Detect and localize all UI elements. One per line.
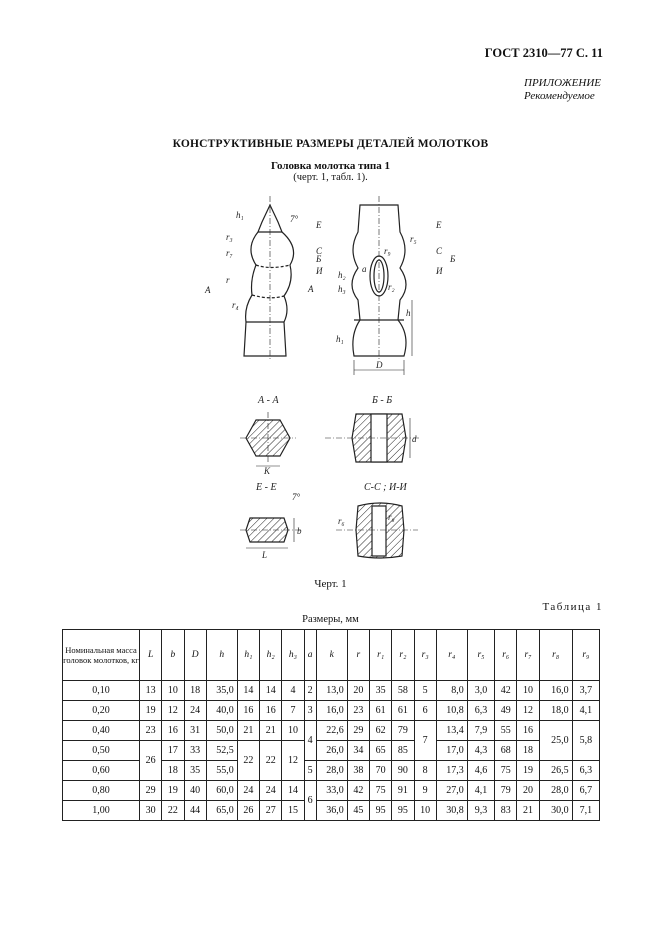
cell-b: 18 bbox=[162, 761, 184, 781]
cell-r7: 10 bbox=[517, 681, 539, 701]
header-mass: Номинальная масса головок молотков, кг bbox=[63, 630, 140, 681]
cell-h3: 7 bbox=[282, 701, 304, 721]
cell-h3: 4 bbox=[282, 681, 304, 701]
label-d: D bbox=[376, 360, 383, 370]
cell-r1: 75 bbox=[370, 781, 392, 801]
cell-r: 38 bbox=[347, 761, 369, 781]
cell-r8: 30,0 bbox=[539, 801, 572, 821]
cell-r1: 65 bbox=[370, 741, 392, 761]
header-b: b bbox=[162, 630, 184, 681]
cell-k: 22,6 bbox=[316, 721, 347, 741]
cell-h1: 16 bbox=[237, 701, 259, 721]
drawing-reference: (черт. 1, табл. 1). bbox=[293, 172, 368, 183]
cell-h: 50,0 bbox=[206, 721, 237, 741]
label-c-left: C bbox=[316, 246, 323, 256]
label-r2: r₂ bbox=[388, 282, 395, 292]
cell-r7: 18 bbox=[517, 741, 539, 761]
cell-r8: 26,5 bbox=[539, 761, 572, 781]
table-row bbox=[63, 681, 600, 701]
header-r5: r₅ bbox=[467, 630, 494, 681]
table-row bbox=[63, 721, 600, 741]
cell-r9: 7,1 bbox=[572, 801, 599, 821]
label-a-right: A bbox=[308, 284, 314, 294]
cell-k: 36,0 bbox=[316, 801, 347, 821]
cell-a: 5 bbox=[304, 761, 316, 781]
section-ee-title: Е - Е bbox=[256, 482, 277, 493]
section-cc-dim-r8: r₈ bbox=[388, 512, 395, 522]
cell-r4: 13,4 bbox=[436, 721, 467, 741]
cell-r5: 6,3 bbox=[467, 701, 494, 721]
standard-header: ГОСТ 2310—77 С. 11 bbox=[484, 46, 603, 60]
cell-h1: 24 bbox=[237, 781, 259, 801]
side-view bbox=[244, 196, 294, 360]
cell-r6: 68 bbox=[495, 741, 517, 761]
cell-a: 3 bbox=[304, 701, 316, 721]
cell-r4: 17,0 bbox=[436, 741, 467, 761]
cell-r3: 9 bbox=[414, 781, 436, 801]
cell-h2: 16 bbox=[260, 701, 282, 721]
header-r6: r₆ bbox=[495, 630, 517, 681]
label-r7: r₇ bbox=[226, 248, 233, 258]
label-r: r bbox=[226, 275, 230, 285]
header-r3: r₃ bbox=[414, 630, 436, 681]
cell-h2-merged: 22 bbox=[260, 741, 282, 781]
cell-r: 23 bbox=[347, 701, 369, 721]
header-k: k bbox=[316, 630, 347, 681]
label-r4: r₄ bbox=[232, 300, 239, 310]
header-r4: r₄ bbox=[436, 630, 467, 681]
cell-r7: 21 bbox=[517, 801, 539, 821]
dimensions-table bbox=[62, 629, 600, 821]
cell-r6: 42 bbox=[495, 681, 517, 701]
cell-r7: 19 bbox=[517, 761, 539, 781]
label-r9: r₉ bbox=[384, 246, 391, 256]
cell-mass: 0,50 bbox=[63, 741, 140, 761]
label-h2: h₂ bbox=[338, 270, 346, 280]
cell-r4: 10,8 bbox=[436, 701, 467, 721]
cell-d: 40 bbox=[184, 781, 206, 801]
header-r2: r₂ bbox=[392, 630, 414, 681]
cell-h2: 21 bbox=[260, 721, 282, 741]
cell-h: 52,5 bbox=[206, 741, 237, 761]
cell-k: 33,0 bbox=[316, 781, 347, 801]
cell-mass: 1,00 bbox=[63, 801, 140, 821]
cell-mass: 0,10 bbox=[63, 681, 140, 701]
cell-r2: 95 bbox=[392, 801, 414, 821]
cell-b: 16 bbox=[162, 721, 184, 741]
cell-k: 16,0 bbox=[316, 701, 347, 721]
cell-r6: 83 bbox=[495, 801, 517, 821]
side-view-labels bbox=[204, 210, 314, 310]
cell-l: 30 bbox=[140, 801, 162, 821]
header-h1: h₁ bbox=[237, 630, 259, 681]
cell-r4: 8,0 bbox=[436, 681, 467, 701]
cell-r3: 6 bbox=[414, 701, 436, 721]
cell-mass: 0,40 bbox=[63, 721, 140, 741]
cell-r8: 28,0 bbox=[539, 781, 572, 801]
header-r: r bbox=[347, 630, 369, 681]
table-header-row bbox=[63, 630, 600, 681]
cell-d: 24 bbox=[184, 701, 206, 721]
table-label: Таблица 1 bbox=[542, 601, 603, 613]
cell-r3-merged: 7 bbox=[414, 721, 436, 761]
cell-k: 28,0 bbox=[316, 761, 347, 781]
section-aa-title: А - А bbox=[258, 395, 279, 406]
section-cc bbox=[336, 503, 418, 558]
header-h3: h₃ bbox=[282, 630, 304, 681]
cell-h: 35,0 bbox=[206, 681, 237, 701]
cell-r: 42 bbox=[347, 781, 369, 801]
label-a-dim: a bbox=[362, 264, 367, 274]
cell-r5: 4,3 bbox=[467, 741, 494, 761]
cell-r6: 55 bbox=[495, 721, 517, 741]
label-i-right: И bbox=[436, 266, 443, 276]
cell-r1: 62 bbox=[370, 721, 392, 741]
cell-r: 29 bbox=[347, 721, 369, 741]
cell-r3: 5 bbox=[414, 681, 436, 701]
cell-h3-merged: 12 bbox=[282, 741, 304, 781]
label-c-right: C bbox=[436, 246, 443, 256]
cell-h: 65,0 bbox=[206, 801, 237, 821]
cell-h1: 26 bbox=[237, 801, 259, 821]
cell-h2: 14 bbox=[260, 681, 282, 701]
cell-h3: 14 bbox=[282, 781, 304, 801]
cell-d: 18 bbox=[184, 681, 206, 701]
cell-h3: 15 bbox=[282, 801, 304, 821]
cell-b: 12 bbox=[162, 701, 184, 721]
cell-mass: 0,60 bbox=[63, 761, 140, 781]
cell-r9: 6,3 bbox=[572, 761, 599, 781]
cell-r9: 4,1 bbox=[572, 701, 599, 721]
appendix-type: Рекомендуемое bbox=[524, 90, 595, 102]
cell-h: 55,0 bbox=[206, 761, 237, 781]
section-cc-dim-r6: r₆ bbox=[338, 516, 345, 526]
cell-h: 60,0 bbox=[206, 781, 237, 801]
section-bb-dim-d: d bbox=[412, 434, 417, 444]
section-aa-dim-k: K bbox=[264, 466, 271, 476]
cell-r9: 6,7 bbox=[572, 781, 599, 801]
section-ee-dim-b: b bbox=[297, 526, 302, 536]
drawing-subtitle: Головка молотка типа 1 bbox=[270, 160, 391, 172]
cell-r1: 35 bbox=[370, 681, 392, 701]
cell-r9: 3,7 bbox=[572, 681, 599, 701]
cell-r9-merged: 5,8 bbox=[572, 721, 599, 761]
section-ee-angle: 7° bbox=[292, 492, 301, 502]
cell-a: 2 bbox=[304, 681, 316, 701]
section-cc-title: С-С ; И-И bbox=[364, 482, 407, 493]
cell-r2: 85 bbox=[392, 741, 414, 761]
cell-l: 29 bbox=[140, 781, 162, 801]
cell-b: 17 bbox=[162, 741, 184, 761]
cell-r6: 79 bbox=[495, 781, 517, 801]
cell-r8-merged: 25,0 bbox=[539, 721, 572, 761]
label-i-left: И bbox=[316, 266, 323, 276]
cell-r5: 9,3 bbox=[467, 801, 494, 821]
page-title: КОНСТРУКТИВНЫЕ РАЗМЕРЫ ДЕТАЛЕЙ МОЛОТКОВ bbox=[172, 138, 489, 150]
figure-caption: Черт. 1 bbox=[314, 578, 347, 590]
cell-r4: 27,0 bbox=[436, 781, 467, 801]
cell-r7: 16 bbox=[517, 721, 539, 741]
cell-d: 35 bbox=[184, 761, 206, 781]
header-r9: r₉ bbox=[572, 630, 599, 681]
label-r5: r₅ bbox=[410, 234, 417, 244]
cell-b: 10 bbox=[162, 681, 184, 701]
cell-r6: 49 bbox=[495, 701, 517, 721]
cell-l-merged: 26 bbox=[140, 741, 162, 781]
label-b-right: Б bbox=[450, 254, 456, 264]
table-row bbox=[63, 781, 600, 801]
cell-r2: 61 bbox=[392, 701, 414, 721]
label-b-left: Б bbox=[316, 254, 322, 264]
cell-h: 40,0 bbox=[206, 701, 237, 721]
cell-h1: 14 bbox=[237, 681, 259, 701]
header-r1: r₁ bbox=[370, 630, 392, 681]
cell-a-merged: 6 bbox=[304, 781, 316, 821]
cell-r2: 90 bbox=[392, 761, 414, 781]
cell-h1: 21 bbox=[237, 721, 259, 741]
label-h1-top: h₁ bbox=[236, 210, 244, 220]
cell-a-merged: 4 bbox=[304, 721, 316, 761]
section-aa bbox=[240, 412, 296, 466]
header-h2: h₂ bbox=[260, 630, 282, 681]
section-ee bbox=[240, 518, 300, 548]
cell-r1: 95 bbox=[370, 801, 392, 821]
section-bb bbox=[325, 414, 420, 462]
label-angle-top: 7° bbox=[290, 214, 299, 224]
cell-r8: 16,0 bbox=[539, 681, 572, 701]
cell-l: 19 bbox=[140, 701, 162, 721]
cell-r8: 18,0 bbox=[539, 701, 572, 721]
label-e-right: E bbox=[436, 220, 442, 230]
table-units: Размеры, мм bbox=[302, 614, 359, 625]
cell-r5: 4,1 bbox=[467, 781, 494, 801]
header-r8: r₈ bbox=[539, 630, 572, 681]
label-h: h bbox=[406, 308, 411, 318]
cell-b: 19 bbox=[162, 781, 184, 801]
cell-d: 31 bbox=[184, 721, 206, 741]
table-row bbox=[63, 801, 600, 821]
header-r7: r₇ bbox=[517, 630, 539, 681]
front-view bbox=[352, 196, 412, 375]
cell-r4: 30,8 bbox=[436, 801, 467, 821]
cell-r7: 12 bbox=[517, 701, 539, 721]
cell-r2: 79 bbox=[392, 721, 414, 741]
cell-k: 13,0 bbox=[316, 681, 347, 701]
front-view-labels bbox=[315, 220, 456, 370]
cell-mass: 0,80 bbox=[63, 781, 140, 801]
cell-l: 23 bbox=[140, 721, 162, 741]
table-row bbox=[63, 701, 600, 721]
cell-r1: 61 bbox=[370, 701, 392, 721]
cell-r: 20 bbox=[347, 681, 369, 701]
cell-h2: 27 bbox=[260, 801, 282, 821]
cell-r5: 4,6 bbox=[467, 761, 494, 781]
cell-r: 45 bbox=[347, 801, 369, 821]
cell-mass: 0,20 bbox=[63, 701, 140, 721]
cell-d: 44 bbox=[184, 801, 206, 821]
cell-r7: 20 bbox=[517, 781, 539, 801]
label-e-left: E bbox=[316, 220, 322, 230]
cell-r5: 7,9 bbox=[467, 721, 494, 741]
header-a: a bbox=[304, 630, 316, 681]
section-ee-dim-l: L bbox=[262, 550, 268, 560]
cell-r5: 3,0 bbox=[467, 681, 494, 701]
cell-r2: 91 bbox=[392, 781, 414, 801]
appendix-label: ПРИЛОЖЕНИЕ bbox=[524, 77, 601, 89]
header-l: L bbox=[140, 630, 162, 681]
cell-r2: 58 bbox=[392, 681, 414, 701]
cell-r4: 17,3 bbox=[436, 761, 467, 781]
cell-r3: 10 bbox=[414, 801, 436, 821]
header-h: h bbox=[206, 630, 237, 681]
cell-r6: 75 bbox=[495, 761, 517, 781]
label-h3: h₃ bbox=[338, 284, 346, 294]
cell-r1: 70 bbox=[370, 761, 392, 781]
cell-l: 13 bbox=[140, 681, 162, 701]
cell-h2: 24 bbox=[260, 781, 282, 801]
cell-h3: 10 bbox=[282, 721, 304, 741]
cell-d: 33 bbox=[184, 741, 206, 761]
cell-r3: 8 bbox=[414, 761, 436, 781]
cell-r: 34 bbox=[347, 741, 369, 761]
cell-k: 26,0 bbox=[316, 741, 347, 761]
section-bb-title: Б - Б bbox=[372, 395, 393, 406]
label-a-left: A bbox=[205, 285, 211, 295]
label-h1-bottom: h₁ bbox=[336, 334, 344, 344]
label-r3: r₃ bbox=[226, 232, 233, 242]
table-row bbox=[63, 741, 600, 761]
cell-h1-merged: 22 bbox=[237, 741, 259, 781]
cell-b: 22 bbox=[162, 801, 184, 821]
header-d: D bbox=[184, 630, 206, 681]
